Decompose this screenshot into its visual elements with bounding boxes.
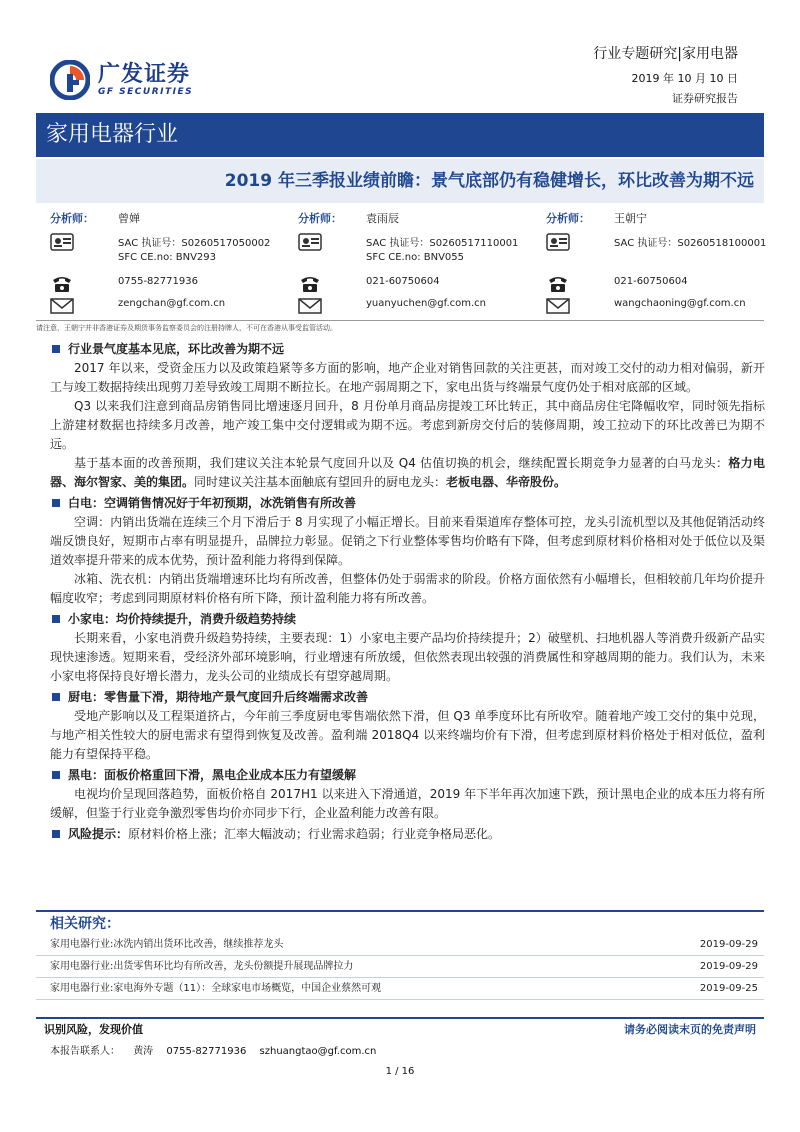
- section-heading: 白电：空调销售情况好于年初预期，冰洗销售有所改善: [50, 493, 765, 513]
- section-heading: 黑电：面板价格重回下滑，黑电企业成本压力有望缓解: [50, 765, 765, 785]
- recommended-stocks: 老板电器、华帝股份。: [446, 475, 567, 489]
- analyst-name: 曾婵: [118, 212, 140, 225]
- report-title-banner: [36, 159, 764, 203]
- related-item-date: 2019-09-25: [699, 983, 758, 994]
- analyst-role: 分析师：: [50, 212, 94, 225]
- phone-icon: [546, 274, 570, 294]
- risk-title: 风险提示：: [68, 827, 129, 841]
- paragraph: 电视均价呈现回落趋势，面板价格自 2017H1 以来进入下滑通道，2019 年下半年再次加速下跌，预计黑电企业的成本压力将有所缓解，但鉴于行业竞争激烈零售均价亦同步下行，企业盈利能力改善有限。: [50, 787, 765, 820]
- analyst-email[interactable]: zengchan@gf.com.cn: [118, 298, 226, 309]
- related-item-date: 2019-09-29: [699, 939, 758, 950]
- page-number: 1 / 16: [385, 1066, 415, 1077]
- contact-name: 黄涛: [133, 1046, 154, 1057]
- risk-text: 原材料价格上涨；汇率大幅波动；行业需求趋弱；行业竞争格局恶化。: [128, 827, 501, 841]
- paragraph: 空调：内销出货端在连续三个月下滑后于 8 月实现了小幅正增长。目前来看渠道库存整体可控，龙头引流机型以及其他促销活动终端反馈良好，短期市占率有明显提升，品牌拉力彰显。促销之下行业整体零售均价略有下降，但考虑到原材料价格相对处于低位以及渠道效率提升带来的成本优势，预计盈利能力将得到保障。: [50, 515, 765, 567]
- paragraph: 长期来看，小家电消费升级趋势持续，主要表现：1）小家电主要产品均价持续提升；2）破壁机、扫地机器人等消费升级新产品实现快速渗透。短期来看，受经济外部环境影响，行业增速有所放缓，但依然表现出较强的消费属性和穿越周期的能力。我们认为，未来小家电将保持良好增长潜力，龙头公司的业绩成长有望穿越周期。: [50, 631, 765, 683]
- related-item-date: 2019-09-29: [699, 961, 758, 972]
- analyst-panel: [36, 210, 767, 318]
- contact-phone: 0755-82771936: [166, 1046, 247, 1057]
- footer-slogan: 识别风险，发现价值: [44, 1023, 143, 1036]
- id-card-icon: [298, 232, 322, 252]
- email-icon: [50, 296, 74, 316]
- analyst-sac: SAC 执证号：S0260517050002: [118, 238, 271, 249]
- recommended-stocks: 格力电器、海尔智家、美的集团。: [50, 456, 765, 489]
- analyst-card: [532, 210, 782, 318]
- paragraph: [50, 454, 765, 492]
- analyst-role: 分析师：: [298, 212, 342, 225]
- related-item[interactable]: [36, 978, 764, 1000]
- related-item[interactable]: [36, 956, 764, 978]
- analyst-name: 王朝宁: [614, 212, 647, 225]
- analyst-phone: 0755-82771936: [118, 276, 198, 287]
- id-card-icon: [50, 232, 74, 252]
- related-item-title[interactable]: 家用电器行业:家电海外专题（11）：全球家电市场概览，中国企业蔡然可观: [50, 983, 382, 994]
- analyst-sac: SAC 执证号：S0260517110001: [366, 238, 519, 249]
- section-heading: 行业景气度基本见底，环比改善为期不远: [50, 339, 765, 359]
- analyst-card: [36, 210, 286, 318]
- id-card-icon: [546, 232, 570, 252]
- email-icon: [546, 296, 570, 316]
- contact-email[interactable]: szhuangtao@gf.com.cn: [259, 1046, 377, 1057]
- analyst-role: 分析师：: [546, 212, 590, 225]
- logo-cn-text: 广发证券: [98, 62, 191, 87]
- analyst-sfc: SFC CE.no: BNV293: [118, 252, 217, 263]
- related-research: [36, 910, 764, 1000]
- analyst-sac: SAC 执证号：S0260518100001: [614, 238, 767, 249]
- report-body: [50, 338, 765, 844]
- analyst-sfc: SFC CE.no: BNV055: [366, 252, 465, 263]
- paragraph: 2017 年以来，受资金压力以及政策趋紧等多方面的影响，地产企业对销售回款的关注更甚，而对竣工交付的动力相对偏弱，新开工与竣工数据持续出现剪刀差导致竣工周期不断拉长。在地产弱周期之下，家电出货与终端景气度仍处于相对底部的区域。: [50, 361, 765, 394]
- gf-logo: [50, 60, 193, 100]
- report-date: 2019 年 10 月 10 日: [631, 72, 738, 85]
- licensing-note: 请注意，王朝宁并非香港证券及期货事务监察委员会的注册持牌人，不可在香港从事受监管活动。: [36, 320, 764, 333]
- gf-logo-icon: [50, 60, 90, 100]
- paragraph: 受地产影响以及工程渠道挤占，今年前三季度厨电零售端依然下滑，但 Q3 单季度环比有所收窄。随着地产竣工交付的集中兑现，与地产相关性较大的厨电需求有望得到恢复及改善。盈利端 2018Q4 以来终端均价有下滑，但考虑到原材料价格处于相对低位，盈利能力有望保持平稳。: [50, 709, 765, 761]
- phone-icon: [50, 274, 74, 294]
- analyst-email[interactable]: yuanyuchen@gf.com.cn: [366, 298, 486, 309]
- industry-title: 家用电器行业: [46, 122, 179, 147]
- report-title: 2019 年三季报业绩前瞻：景气底部仍有稳健增长，环比改善为期不远: [224, 171, 754, 191]
- paragraph-text: 同时建议关注基本面触底有望回升的厨电龙头：: [194, 475, 447, 489]
- contact-label: 本报告联系人：: [50, 1046, 120, 1057]
- analyst-card: [284, 210, 534, 318]
- analyst-name: 袁雨辰: [366, 212, 399, 225]
- section-heading: 厨电：零售量下滑，期待地产景气度回升后终端需求改善: [50, 687, 765, 707]
- related-title: 相关研究：: [36, 910, 764, 934]
- footer-disclaimer-link[interactable]: 请务必阅读末页的免责声明: [624, 1023, 756, 1036]
- report-category: 行业专题研究|家用电器: [593, 46, 738, 62]
- related-item[interactable]: [36, 934, 764, 956]
- logo-en-text: GF SECURITIES: [98, 87, 194, 97]
- related-item-title[interactable]: 家用电器行业:出货零售环比均有所改善，龙头份额提升展现品牌拉力: [50, 961, 354, 972]
- paragraph: Q3 以来我们注意到商品房销售同比增速逐月回升，8 月份单月商品房提竣工环比转正，其中商品房住宅降幅收窄，同时领先指标上游建材数据也持续多月改善，地产竣工集中交付逻辑或为期不远。考虑到新房交付后的装修周期，竣工拉动下的环比改善已为期不远。: [50, 399, 765, 451]
- phone-icon: [298, 274, 322, 294]
- email-icon: [298, 296, 322, 316]
- related-item-title[interactable]: 家用电器行业:冰洗内销出货环比改善，继续推荐龙头: [50, 939, 284, 950]
- page-header: [0, 0, 800, 110]
- analyst-phone: 021-60750604: [366, 276, 440, 287]
- industry-banner: [36, 113, 764, 157]
- analyst-email[interactable]: wangchaoning@gf.com.cn: [614, 298, 746, 309]
- section-heading: 小家电：均价持续提升，消费升级趋势持续: [50, 609, 765, 629]
- paragraph: 冰箱、洗衣机：内销出货端增速环比均有所改善，但整体仍处于弱需求的阶段。价格方面依然有小幅增长，但相较前几年均价提升幅度收窄；考虑到同期原材料价格有所下降，预计盈利能力将有所改善。: [50, 572, 765, 605]
- paragraph-text: 基于基本面的改善预期，我们建议关注本轮景气度回升以及 Q4 估值切换的机会，继续配置长期竞争力显著的白马龙头：: [74, 456, 729, 470]
- analyst-phone: 021-60750604: [614, 276, 688, 287]
- risk-section: [50, 824, 765, 844]
- report-contact: [50, 1042, 386, 1057]
- report-type: 证券研究报告: [672, 92, 738, 105]
- footer-divider: [36, 1017, 764, 1019]
